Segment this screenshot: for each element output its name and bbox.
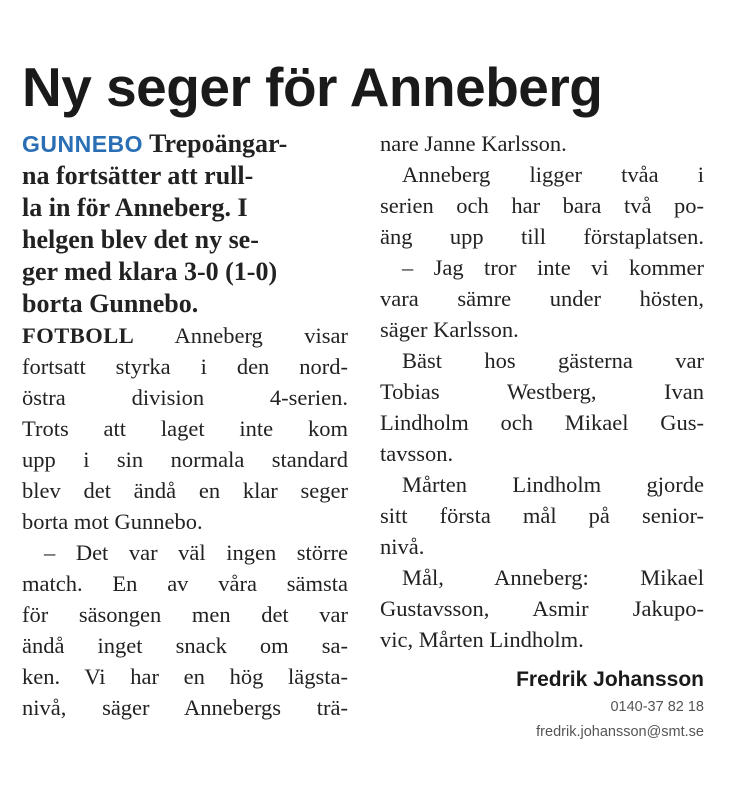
headline: Ny seger för Anneberg [22, 55, 603, 118]
body-line: säger Karlsson. [380, 317, 519, 342]
body-line: sitt första mål på senior- [380, 503, 704, 528]
body-line: – Jag tror inte vi kommer [402, 255, 704, 280]
byline-author: Fredrik Johansson [516, 668, 704, 691]
kicker-location: GUNNEBO [22, 131, 144, 157]
body-line: serien och har bara två po- [380, 193, 704, 218]
body-line: Tobias Westberg, Ivan [380, 379, 704, 404]
ingress-line: na fortsätter att rull- [22, 161, 254, 190]
body-line: Lindholm och Mikael Gus- [380, 410, 704, 435]
body-line: för säsongen men det var [22, 602, 348, 627]
body-line: Gustavsson, Asmir Jakupo- [380, 596, 704, 621]
body-line: vara sämre under hösten, [380, 286, 704, 311]
body-line: Mårten Lindholm gjorde [402, 472, 704, 497]
ingress-line: borta Gunnebo. [22, 289, 199, 318]
body-line: blev det ändå en klar seger [22, 478, 348, 503]
body-line: tavsson. [380, 441, 454, 466]
body-text-col2 [380, 128, 704, 655]
body-line: Anneberg ligger tvåa i [402, 162, 704, 187]
body-line: ken. Vi har en hög lägsta- [22, 664, 348, 689]
body-line: upp i sin normala standard [22, 447, 348, 472]
article-column-1 [22, 128, 348, 723]
byline-phone: 0140-37 82 18 [610, 699, 704, 715]
body-text-col1 [22, 320, 348, 723]
body-line: Bäst hos gästerna var [402, 348, 704, 373]
article-column-2 [380, 128, 704, 745]
ingress [22, 128, 348, 320]
byline-email[interactable]: fredrik.johansson@smt.se [536, 724, 704, 740]
body-line: äng upp till förstaplatsen. [380, 224, 704, 249]
body-line: – Det var väl ingen större [44, 540, 348, 565]
body-line: ändå inget snack om sa- [22, 633, 348, 658]
body-line: borta mot Gunnebo. [22, 509, 203, 534]
body-line: Anneberg visar [134, 323, 348, 348]
body-line: fortsatt styrka i den nord- [22, 354, 348, 379]
ingress-line: Trepoängar- [143, 129, 288, 158]
section-label: FOTBOLL [22, 323, 135, 348]
body-line: nivå. [380, 534, 425, 559]
ingress-line: la in för Anneberg. I [22, 193, 248, 222]
ingress-line: ger med klara 3-0 (1-0) [22, 257, 278, 286]
body-line: vic, Mårten Lindholm. [380, 627, 584, 652]
body-line: östra division 4-serien. [22, 385, 348, 410]
body-line: match. En av våra sämsta [22, 571, 348, 596]
body-line: Trots att laget inte kom [22, 416, 348, 441]
ingress-line: helgen blev det ny se- [22, 225, 259, 254]
body-line: nivå, säger Annebergs trä- [22, 695, 348, 720]
body-line: nare Janne Karlsson. [380, 131, 567, 156]
body-line: Mål, Anneberg: Mikael [402, 565, 704, 590]
